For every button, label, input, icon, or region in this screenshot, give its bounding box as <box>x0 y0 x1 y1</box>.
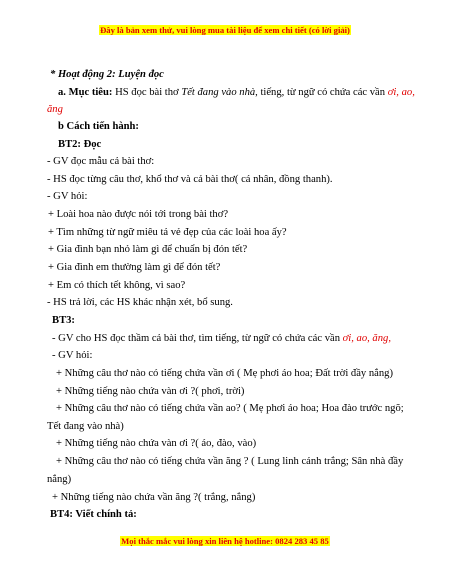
bt2-question: + Gia đình em thường làm gì để đón tết? <box>48 262 221 273</box>
goal-vowels: ơi, ao, <box>387 87 415 98</box>
bt2-title: BT2: Đọc <box>58 139 102 150</box>
bt3-question: + Những tiếng nào chứa vần ăng ?( trắng, nắng) <box>52 492 256 503</box>
bt3-question: + Những câu thơ nào có tiếng chứa vần ơi ( Mẹ phơi áo hoa; Đất trời đầy nắng) <box>56 368 393 379</box>
preview-notice-banner: Đây là bản xem thử, vui lòng mua tài liệu để xem chi tiết (có lời giải) <box>100 25 350 35</box>
bt3-title: BT3: <box>52 315 75 326</box>
poem-title: Tết đang vào nhà <box>181 87 256 98</box>
bt3-question: + Những câu thơ nào có tiếng chứa vần ao? ( Mẹ phơi áo hoa; Hoa đào trước ngõ; <box>56 403 404 414</box>
bt2-line: - GV đọc mẫu cả bài thơ: <box>47 156 155 167</box>
bt2-line: - GV hỏi: <box>47 191 88 202</box>
bt3-question: + Những tiếng nào chứa vàn ơi ?( áo, đào, vào) <box>56 438 257 449</box>
bt3-question: + Những câu thơ nào có tiếng chứa vần ăng ? ( Lung linh cánh trắng; Sân nhà đầy <box>56 456 404 467</box>
goal-text: HS đọc bài thơ <box>112 87 182 98</box>
bt2-line: - HS trả lời, các HS khác nhận xét, bổ sung. <box>47 297 233 308</box>
bt2-question: + Em có thích tết không, vì sao? <box>48 280 186 291</box>
goal-label: a. Mục tiêu: <box>58 87 113 98</box>
bt2-question: + Gia đình bạn nhỏ làm gì để chuẩn bị đón tết? <box>48 244 248 255</box>
bt3-vowels: ơi, ao, ăng, <box>342 333 391 344</box>
bt3-question-cont: Tết đang vào nhà) <box>47 421 124 432</box>
bt2-question: + Tìm những từ ngữ miêu tả vẻ đẹp của các loài hoa ấy? <box>48 227 287 238</box>
hotline-notice-banner: Mọi thắc mắc vui lòng xin liên hệ hotline: 0824 283 45 85 <box>121 536 329 546</box>
method-label: b Cách tiến hành: <box>58 121 139 132</box>
bt3-intro <box>52 332 391 345</box>
bt2-line: - HS đọc từng câu thơ, khổ thơ và cả bài thơ( cá nhân, đồng thanh). <box>47 174 333 185</box>
bt2-question: + Loài hoa nào được nói tới trong bài thơ? <box>48 209 229 220</box>
activity-title: * Hoạt động 2: Luyện đọc <box>50 69 164 80</box>
bt3-intro-text: - GV cho HS đọc thầm cả bài thơ, tìm tiếng, từ ngữ có chứa các vần <box>52 333 343 344</box>
goal-text-2: , tiếng, từ ngữ có chứa các vần <box>255 87 388 98</box>
bt4-title: BT4: Viết chính tả: <box>50 509 137 520</box>
goal-vowels-cont: ăng <box>47 104 63 115</box>
bt3-question: + Những tiếng nào chứa vàn ơi ?( phơi, trời) <box>56 386 245 397</box>
goal-line <box>58 86 415 99</box>
bt3-question-cont: nắng) <box>47 474 72 485</box>
bt3-ask: - GV hỏi: <box>52 350 93 361</box>
